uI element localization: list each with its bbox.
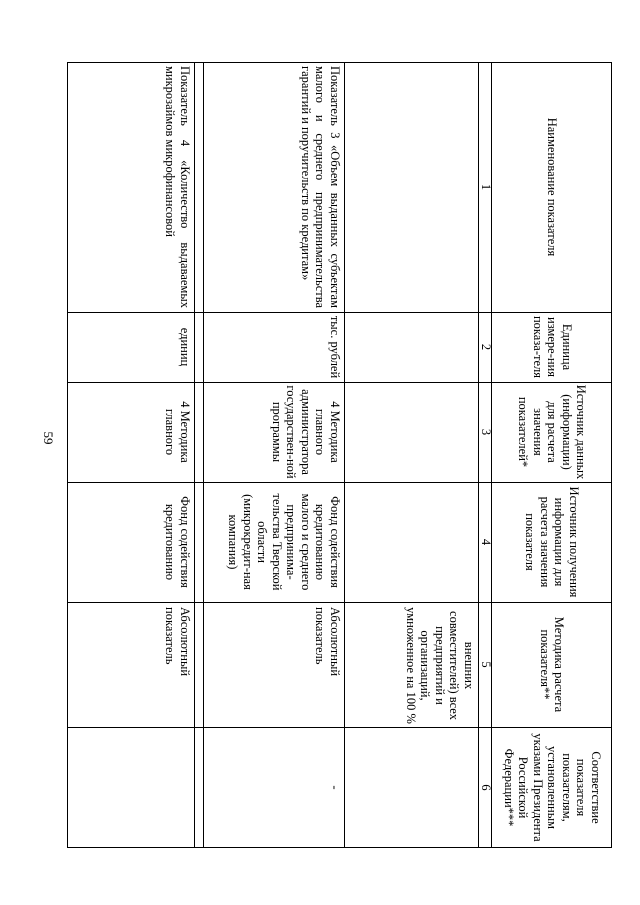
indicator-4-name: Показатель 4 «Количество выдаваемых микрозаймов микрофинансовой <box>163 66 192 308</box>
header-compliance: Соответствие показателя показателям, установленным указами Президента Российской Федерации*** <box>501 733 603 842</box>
col-number-6: 6 <box>478 784 493 791</box>
method-continuation: внешних совместителей) всех предприятий и организаций, умноженное на 100 % <box>404 607 476 724</box>
col-number-3: 3 <box>478 428 493 436</box>
col-number-2: 2 <box>478 343 493 351</box>
indicator-4-unit: единиц <box>178 327 192 367</box>
indicator-3-unit: тыс. рублей <box>328 315 342 379</box>
header-data-source: Источник данных (информации) для расчета значения показателей* <box>516 384 589 480</box>
header-method: Методика расчета показателя** <box>538 616 567 713</box>
col-number-5: 5 <box>478 661 493 668</box>
page-number: 59 <box>41 431 56 445</box>
col-number-4: 4 <box>478 538 493 546</box>
indicator-3-data-source: 4 Методика главного администратора государствен-ной программы <box>270 385 342 479</box>
indicator-4-method: Абсолютный показатель <box>163 607 192 677</box>
col-number-1: 1 <box>478 183 493 191</box>
indicator-4-info-source: Фонд содействия кредитованию <box>163 496 192 588</box>
header-indicator-name: Наименование показателя <box>545 117 560 257</box>
indicator-4-data-source: 4 Методика главного <box>163 401 192 463</box>
indicator-3-compliance: - <box>328 785 342 790</box>
header-info-source: Источник получения информации для расчета значения показателя <box>523 486 581 598</box>
indicator-3-method: Абсолютный показатель <box>313 607 342 677</box>
indicator-3-name: Показатель 3 «Объем выданных субъектам малого и среднего предпринимательства гарантий и поручительств по кредитам» <box>299 66 342 308</box>
indicator-3-info-source: Фонд содействия кредитованию малого и среднего предпринима-тельства Тверской области (микрокредит-ная компания) <box>226 493 342 591</box>
rotated-table <box>67 62 612 848</box>
header-unit: Единица измере-ния показа-теля <box>530 315 574 379</box>
